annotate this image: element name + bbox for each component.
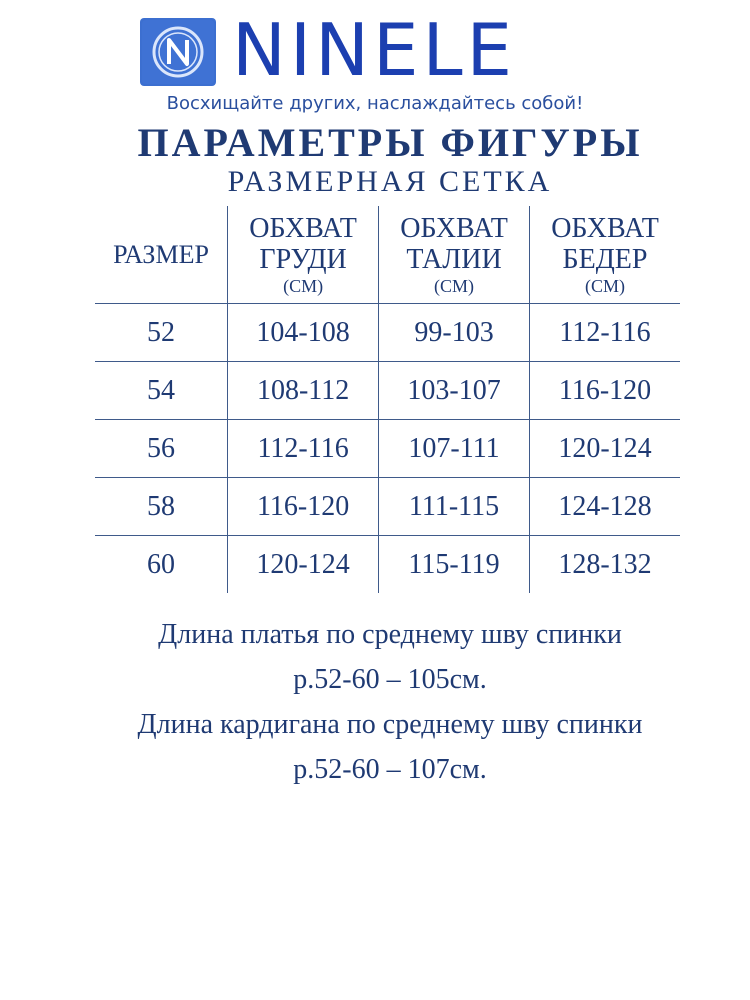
cell-size: 56 [95,420,228,478]
header-waist-unit: (СМ) [434,275,475,296]
cell-hips: 116-120 [530,362,680,420]
header-hips-line2: БЕДЕР [562,243,648,275]
header-hips-unit: (СМ) [585,275,625,296]
cell-size: 52 [95,304,228,362]
header-size-label: РАЗМЕР [113,239,209,269]
cell-size: 54 [95,362,228,420]
header-hips [530,206,680,304]
n-monogram-icon [140,18,216,86]
cell-chest: 116-120 [228,478,379,536]
header-waist-line2: ТАЛИИ [406,243,502,275]
size-chart-table [95,206,680,593]
cell-hips: 124-128 [530,478,680,536]
length-notes [0,612,750,792]
brand-tagline: Восхищайте других, наслаждайтесь собой! [166,93,584,114]
brand-wordmark: NINELE [232,8,517,92]
dress-length-label: Длина платья по среднему шву спинки [158,619,622,650]
cell-waist: 103-107 [379,362,530,420]
table-row [95,420,680,478]
cardigan-length-label: Длина кардигана по среднему шву спинки [137,709,643,740]
page-title: ПАРАМЕТРЫ ФИГУРЫ [137,120,643,165]
header-waist [379,206,530,304]
cell-chest: 108-112 [228,362,379,420]
cell-size: 58 [95,478,228,536]
dress-length-value: р.52-60 – 105см. [293,664,487,695]
header-chest [228,206,379,304]
header-waist-line1: ОБХВАТ [400,212,508,244]
page-subtitle: РАЗМЕРНАЯ СЕТКА [227,165,553,198]
cell-chest: 104-108 [228,304,379,362]
table-row [95,362,680,420]
table-header-row [95,206,680,304]
cell-chest: 112-116 [228,420,379,478]
header-chest-line2: ГРУДИ [259,243,347,275]
header-hips-line1: ОБХВАТ [551,212,659,244]
cell-waist: 107-111 [379,420,530,478]
header-chest-unit: (СМ) [283,275,324,296]
cell-waist: 115-119 [379,536,530,594]
cardigan-length-value: р.52-60 – 107см. [293,754,487,785]
header-size [95,206,228,304]
header-chest-line1: ОБХВАТ [249,212,357,244]
cell-size: 60 [147,548,176,580]
cell-chest: 120-124 [228,536,379,594]
cell-hips: 128-132 [530,536,680,594]
table-row [95,536,680,594]
cell-hips: 120-124 [530,420,680,478]
table-row [95,304,680,362]
cell-hips: 112-116 [530,304,680,362]
cell-waist: 99-103 [379,304,530,362]
brand-header [0,8,750,92]
cell-waist: 111-115 [379,478,530,536]
table-row [95,478,680,536]
